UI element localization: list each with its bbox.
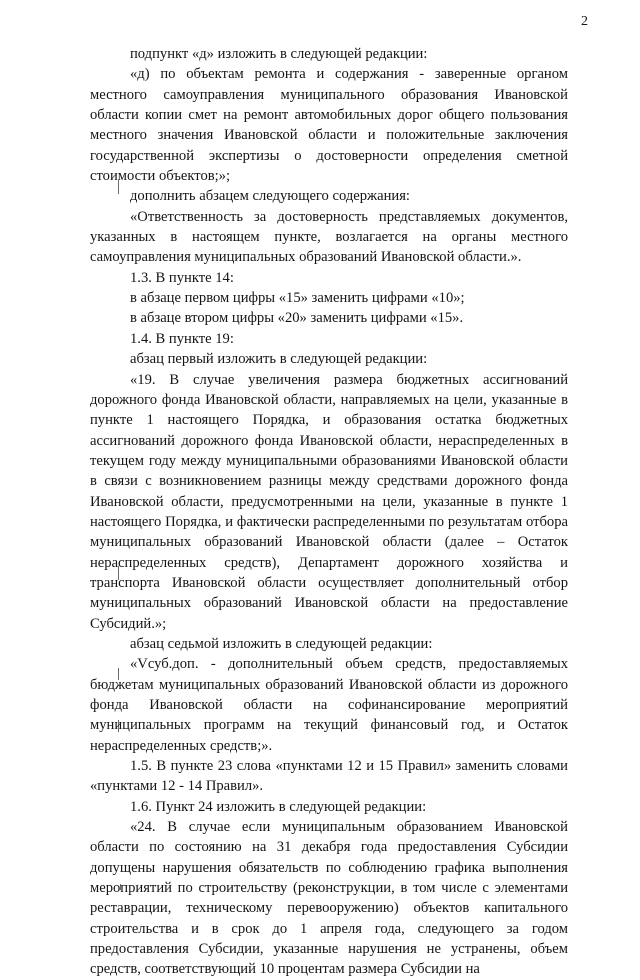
paragraph: «19. В случае увеличения размера бюджетных ассигнований дорожного фонда Ивановской области, направляемых на цели, указанные в пункте 1 настоящего Порядка, и образования остатка бюджетных ассигнований дорожного фонда Ивановской области, нераспределенных в текущем году между муниципальными образованиями Ивановской области в связи с возникновением разницы между средствами дорожного фонда Ивановской области, предусмотренными на цели, указанные в пункте 1 настоящего Порядка, и фактически распределенными по результатам отбора муниципальных образований Ивановской области (далее – Остаток нераспределенных средств), Департамент дорожного хозяйства и транспорта Ивановской области осуществляет дополнительный отбор муниципальных образований Ивановской области на предоставление Субсидий.»; bbox=[90, 371, 568, 632]
paragraph: дополнить абзацем следующего содержания: bbox=[130, 188, 410, 205]
paragraph: «Ответственность за достоверность представляемых документов, указанных в настоящем пункте, возлагается на органы местного самоуправления муниципальных образований Ивановской области.». bbox=[90, 208, 568, 266]
paragraph: «24. В случае если муниципальным образованием Ивановской области по состоянию на 31 декабря года предоставления Субсидии допущены нарушения обязательств по соблюдению графика выполнения мероприятий по строительству (реконструкции, в том числе с элементами реставрации, техническому перевооружению) объектов капитального строительства и в срок до 1 апреля года, следующего за годом предоставления Субсидии, указанные нарушения не устранены, объем средств, соответствующий 10 процентам размера Субсидии на bbox=[90, 819, 568, 978]
paragraph: «Vсуб.доп. - дополнительный объем средств, предоставляемых бюджетам муниципальных образований Ивановской области из дорожного фонда Ивановской области на софинансирование мероприятий муниципальных программ на текущий финансовый год, и Остаток нераспределенных средств;». bbox=[90, 656, 568, 754]
paragraph: в абзаце первом цифры «15» заменить цифрами «10»; bbox=[130, 290, 465, 307]
document-body bbox=[90, 44, 568, 980]
paragraph: 1.4. В пункте 19: bbox=[130, 330, 234, 347]
paragraph: подпункт «д» изложить в следующей редакции: bbox=[130, 46, 428, 62]
paragraph: 1.6. Пункт 24 изложить в следующей редакции: bbox=[130, 798, 427, 815]
page-number: 2 bbox=[581, 14, 588, 29]
paragraph: в абзаце втором цифры «20» заменить цифрами «15». bbox=[130, 310, 464, 327]
paragraph: 1.5. В пункте 23 слова «пунктами 12 и 15 Правил» заменить словами «пунктами 12 - 14 Правил». bbox=[90, 758, 568, 795]
paragraph: 1.3. В пункте 14: bbox=[130, 269, 234, 286]
paragraph: абзац первый изложить в следующей редакции: bbox=[130, 351, 428, 368]
paragraph: «д) по объектам ремонта и содержания - заверенные органом местного самоуправления муниципального образования Ивановской области копии смет на ремонт автомобильных дорог общего пользования местного значения Ивановской области и положительные заключения государственной экспертизы о достоверности определения сметной стоимости объектов;»; bbox=[90, 66, 568, 185]
paragraph: абзац седьмой изложить в следующей редакции: bbox=[130, 635, 433, 652]
